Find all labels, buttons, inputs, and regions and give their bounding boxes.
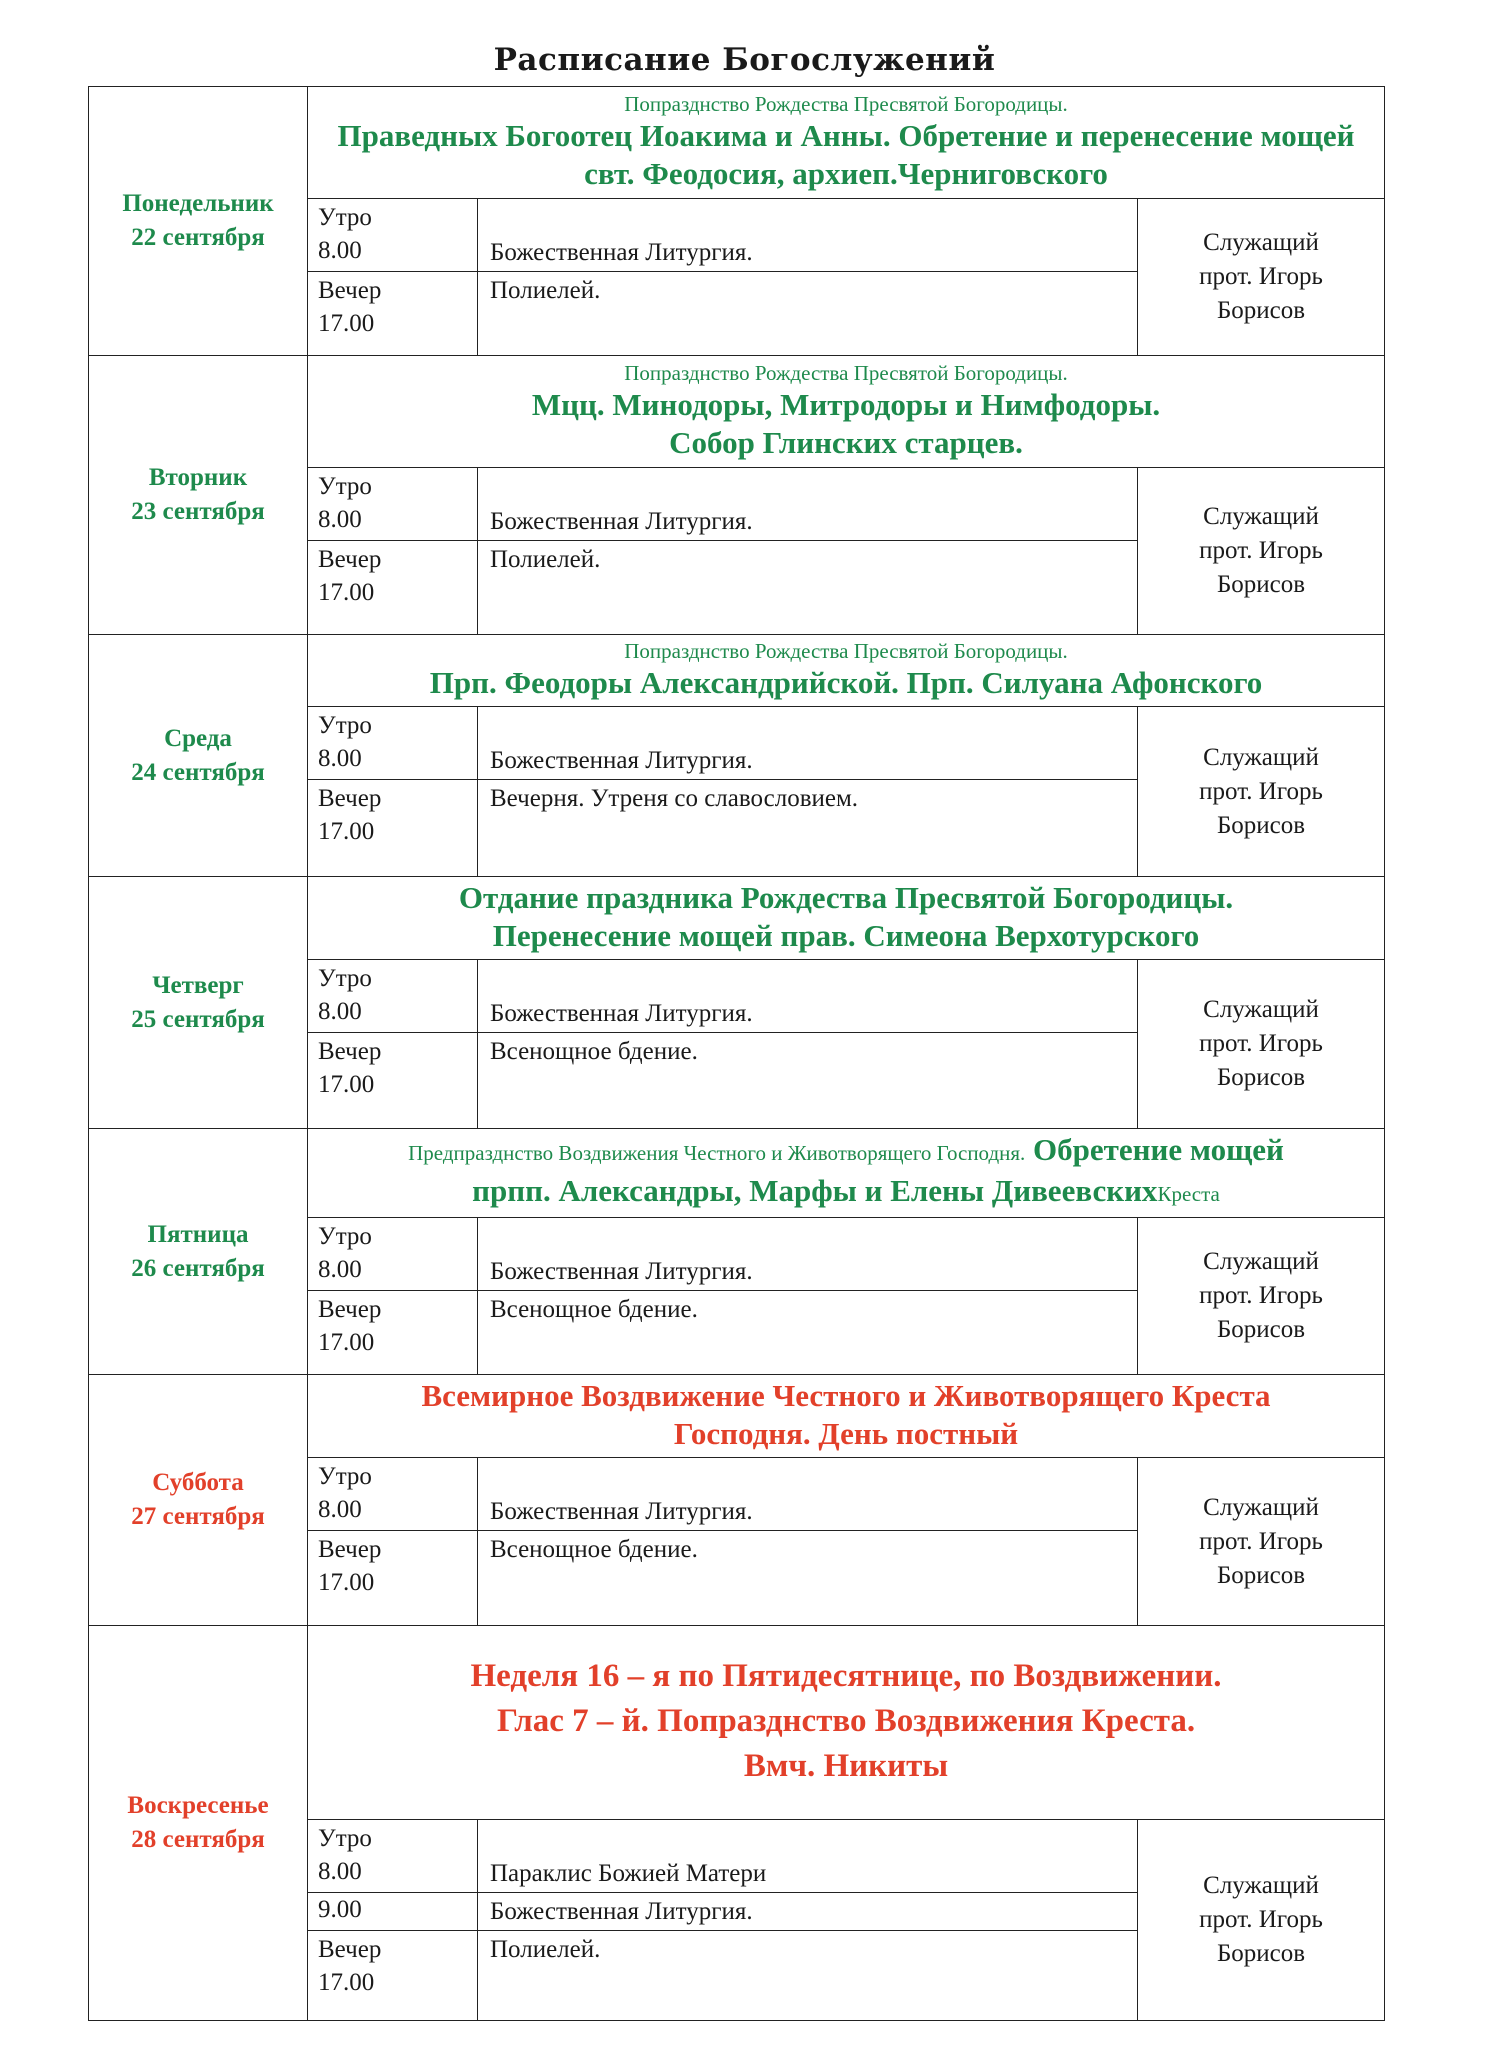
feast-title: Праведных Богоотец Иоакима и Анны. Обретение и перенесение мощей свт. Феодосия, архиеп.Черниговского (337, 117, 1355, 191)
morning-label: Утро (318, 204, 372, 231)
prefeast-note: Попразднство Рождества Пресвятой Богородицы. (624, 91, 1068, 116)
priest-surname: Борисов (1216, 1064, 1306, 1091)
evening-label: Вечер (318, 785, 382, 812)
day-row (89, 635, 1385, 707)
priest-cell (1138, 1218, 1385, 1375)
day-name: Среда (164, 724, 232, 752)
day-row (89, 1626, 1385, 1820)
service-name: Божественная Литургия. (478, 707, 1138, 780)
day-cell (89, 877, 308, 1129)
priest-role: Служащий (1203, 1248, 1319, 1275)
feast-line: Мцц. Минодоры, Митродоры и Нимфодоры. (531, 386, 1161, 422)
feast-title: Прп. Феодоры Александрийской. Прп. Силуана Афонского (429, 664, 1263, 700)
priest-surname: Борисов (1216, 571, 1306, 598)
day-name: Понедельник (122, 190, 274, 217)
feast-header (308, 356, 1385, 468)
service-name: Всенощное бдение. (478, 1291, 1138, 1375)
time-cell (308, 1033, 478, 1129)
evening-label: Вечер (318, 546, 382, 573)
priest-surname: Борисов (1216, 1561, 1306, 1589)
feast-title: Обретение мощей (1033, 1132, 1284, 1167)
day-date: 22 сентября (131, 224, 265, 251)
day-name: Вторник (148, 464, 248, 491)
morning-label: Утро (318, 965, 372, 992)
priest-cell (1138, 468, 1385, 635)
priest-title: прот. Игорь (1199, 1282, 1323, 1309)
feast-line: Отдание праздника Рождества Пресвятой Богородицы. (458, 880, 1234, 915)
evening-label: Вечер (318, 1038, 382, 1065)
priest-cell (1138, 707, 1385, 877)
morning-time: 8.00 (318, 237, 362, 264)
service-name: Полиелей. (478, 272, 1138, 356)
day-row (89, 87, 1385, 199)
priest-cell (1138, 960, 1385, 1129)
feast-line: Глас 7 – й. Попразднство Воздвижения Креста. (496, 1703, 1196, 1739)
priest-title: прот. Игорь (1199, 1030, 1323, 1057)
feast-line: Собор Глинских старцев. (669, 424, 1023, 460)
service-name: Божественная Литургия. (478, 1458, 1138, 1531)
second-time: 9.00 (318, 1896, 362, 1923)
evening-time: 17.00 (318, 310, 375, 337)
time-cell (308, 960, 478, 1033)
priest-role: Служащий (1203, 743, 1319, 771)
priest-cell (1138, 1458, 1385, 1626)
day-date: 25 сентября (131, 1005, 265, 1033)
morning-time: 8.00 (318, 506, 362, 533)
prefeast-note: Попразднство Рождества Пресвятой Богородицы. (624, 638, 1068, 663)
service-name: Вечерня. Утреня со славословием. (478, 780, 1138, 877)
time-cell (308, 1291, 478, 1375)
priest-surname: Борисов (1216, 811, 1306, 839)
prefeast-note: Предпразднство Воздвижения Честного и Животворящего Господня. (408, 1141, 1026, 1165)
time-cell (308, 1458, 478, 1531)
day-date: 24 сентября (131, 758, 265, 786)
priest-role: Служащий (1203, 229, 1319, 256)
day-row (89, 1129, 1385, 1218)
morning-label: Утро (318, 1825, 372, 1852)
priest-surname: Борисов (1216, 1940, 1306, 1967)
day-row (89, 877, 1385, 960)
day-cell (89, 1375, 308, 1626)
evening-label: Вечер (318, 1296, 382, 1323)
service-name: Божественная Литургия. (478, 199, 1138, 272)
evening-label: Вечер (318, 1536, 382, 1563)
day-cell (89, 87, 308, 356)
time-cell (308, 780, 478, 877)
priest-role: Служащий (1203, 996, 1319, 1023)
day-date: 26 сентября (131, 1254, 265, 1282)
feast-line: Господня. День постный (673, 1416, 1019, 1451)
schedule-table (88, 86, 1385, 2021)
evening-time: 17.00 (318, 1969, 375, 1996)
service-name: Полиелей. (478, 541, 1138, 635)
time-cell (308, 1531, 478, 1626)
service-name: Всенощное бдение. (478, 1033, 1138, 1129)
feast-title-cont: прпп. Александры, Марфы и Елены Дивеевских (472, 1173, 1158, 1208)
feast-header (308, 877, 1385, 960)
service-name: Божественная Литургия. (478, 960, 1138, 1033)
morning-label: Утро (318, 1463, 372, 1490)
priest-cell (1138, 199, 1385, 356)
evening-label: Вечер (318, 1936, 382, 1963)
feast-header (308, 87, 1385, 199)
feast-line: Всемирное Воздвижение Честного и Животворящего Креста (421, 1378, 1271, 1413)
page-title: Расписание Богослужений (493, 42, 996, 78)
feast-header (308, 1375, 1385, 1458)
time-cell (308, 272, 478, 356)
morning-time: 8.00 (318, 998, 362, 1025)
feast-header (308, 1626, 1385, 1820)
time-cell (308, 707, 478, 780)
morning-label: Утро (318, 1223, 372, 1250)
evening-time: 17.00 (318, 818, 375, 845)
priest-title: прот. Игорь (1199, 1906, 1323, 1933)
morning-label: Утро (318, 712, 372, 739)
priest-role: Служащий (1203, 503, 1319, 530)
time-cell (308, 1893, 478, 1931)
day-row (89, 356, 1385, 468)
evening-time: 17.00 (318, 579, 375, 606)
service-name: Всенощное бдение. (478, 1531, 1138, 1626)
time-cell (308, 1931, 478, 2021)
priest-title: прот. Игорь (1199, 537, 1323, 564)
service-name: Божественная Литургия. (478, 468, 1138, 541)
morning-label: Утро (318, 473, 372, 500)
morning-time: 8.00 (318, 1496, 362, 1523)
time-cell (308, 541, 478, 635)
priest-title: прот. Игорь (1199, 1527, 1323, 1555)
day-date: 23 сентября (131, 498, 265, 525)
service-name: Полиелей. (478, 1931, 1138, 2021)
day-date: 27 сентября (131, 1503, 265, 1530)
time-cell (308, 468, 478, 541)
feast-header (308, 635, 1385, 707)
feast-line: Вмч. Никиты (743, 1748, 949, 1784)
day-row (89, 1375, 1385, 1458)
day-cell (89, 1626, 308, 2021)
priest-title: прот. Игорь (1199, 777, 1323, 805)
day-cell (89, 356, 308, 635)
day-cell (89, 1129, 308, 1375)
evening-label: Вечер (318, 277, 382, 304)
priest-surname: Борисов (1216, 297, 1306, 324)
feast-line: Перенесение мощей прав. Симеона Верхотурского (492, 918, 1200, 953)
day-name: Четверг (152, 971, 244, 999)
trailing-word: Креста (1157, 1182, 1220, 1206)
day-name: Воскресенье (127, 1792, 269, 1819)
service-name: Божественная Литургия. (478, 1218, 1138, 1291)
morning-time: 8.00 (318, 745, 362, 772)
morning-time: 8.00 (318, 1256, 362, 1283)
evening-time: 17.00 (318, 1071, 375, 1098)
day-name: Суббота (152, 1469, 244, 1496)
feast-line: Неделя 16 – я по Пятидесятнице, по Воздвижении. (470, 1658, 1222, 1694)
day-cell (89, 635, 308, 877)
service-name: Божественная Литургия. (478, 1893, 1138, 1931)
evening-time: 17.00 (318, 1569, 375, 1596)
day-date: 28 сентября (131, 1826, 265, 1853)
time-cell (308, 1218, 478, 1291)
priest-role: Служащий (1203, 1493, 1319, 1521)
service-name: Параклис Божией Матери (478, 1820, 1138, 1893)
priest-title: прот. Игорь (1199, 263, 1323, 290)
day-name: Пятница (147, 1220, 249, 1248)
priest-cell (1138, 1820, 1385, 2021)
time-cell (308, 199, 478, 272)
prefeast-note: Попразднство Рождества Пресвятой Богородицы. (624, 360, 1068, 385)
feast-header (308, 1129, 1385, 1218)
time-cell (308, 1820, 478, 1893)
evening-time: 17.00 (318, 1329, 375, 1356)
priest-role: Служащий (1203, 1872, 1319, 1899)
priest-surname: Борисов (1216, 1316, 1306, 1343)
morning-time: 8.00 (318, 1858, 362, 1885)
